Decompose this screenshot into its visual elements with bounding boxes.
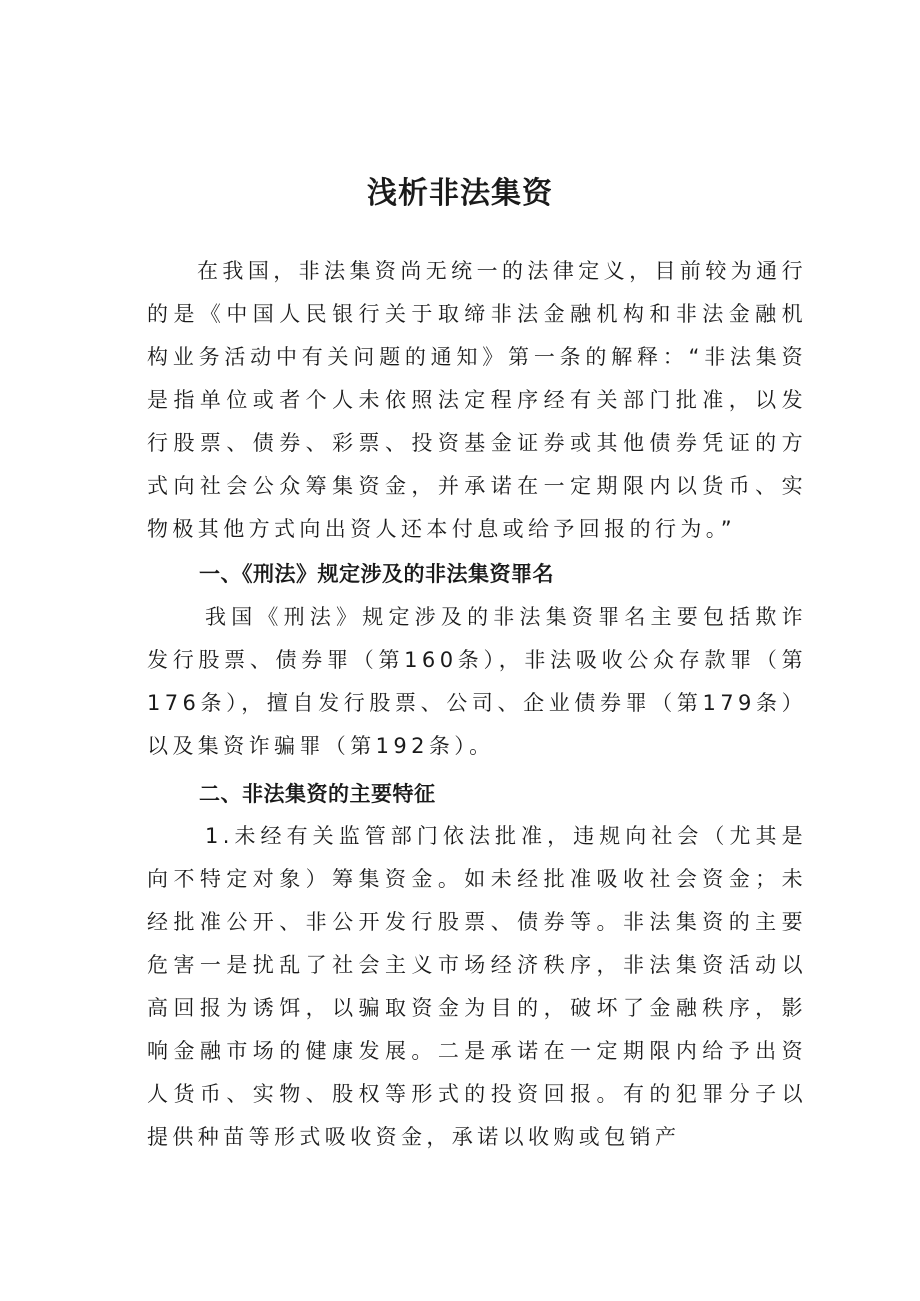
- section-heading-main-features: 二、非法集资的主要特征: [199, 782, 436, 806]
- section-body-criminal-law: 我国《刑法》规定涉及的非法集资罪名主要包括欺诈发行股票、债券罪（第160条），非法吸收公众存款罪（第176条），擅自发行股票、公司、企业债券罪（第179条）以及集资诈骗罪（第192条）。: [147, 605, 807, 758]
- section-heading-criminal-law: 一、《刑法》规定涉及的非法集资罪名: [199, 562, 554, 586]
- intro-paragraph: 在我国，非法集资尚无统一的法律定义，目前较为通行的是《中国人民银行关于取缔非法金融机构和非法金融机构业务活动中有关问题的通知》第一条的解释：“非法集资是指单位或者个人未依照法定程序经有关部门批准，以发行股票、债券、彩票、投资基金证券或其他债券凭证的方式向社会公众筹集资金，并承诺在一定期限内以货币、实物极其他方式向出资人还本付息或给予回报的行为。”: [147, 259, 807, 541]
- section-body-main-features: 1.未经有关监管部门依法批准，违规向社会（尤其是向不特定对象）筹集资金。如未经批准吸收社会资金；未经批准公开、非公开发行股票、债券等。非法集资的主要危害一是扰乱了社会主义市场经济秩序，非法集资活动以高回报为诱饵，以骗取资金为目的，破坏了金融秩序，影响金融市场的健康发展。二是承诺在一定期限内给予出资人货币、实物、股权等形式的投资回报。有的犯罪分子以提供种苗等形式吸收资金，承诺以收购或包销产: [147, 824, 807, 1149]
- document-title: 浅析非法集资: [367, 176, 553, 212]
